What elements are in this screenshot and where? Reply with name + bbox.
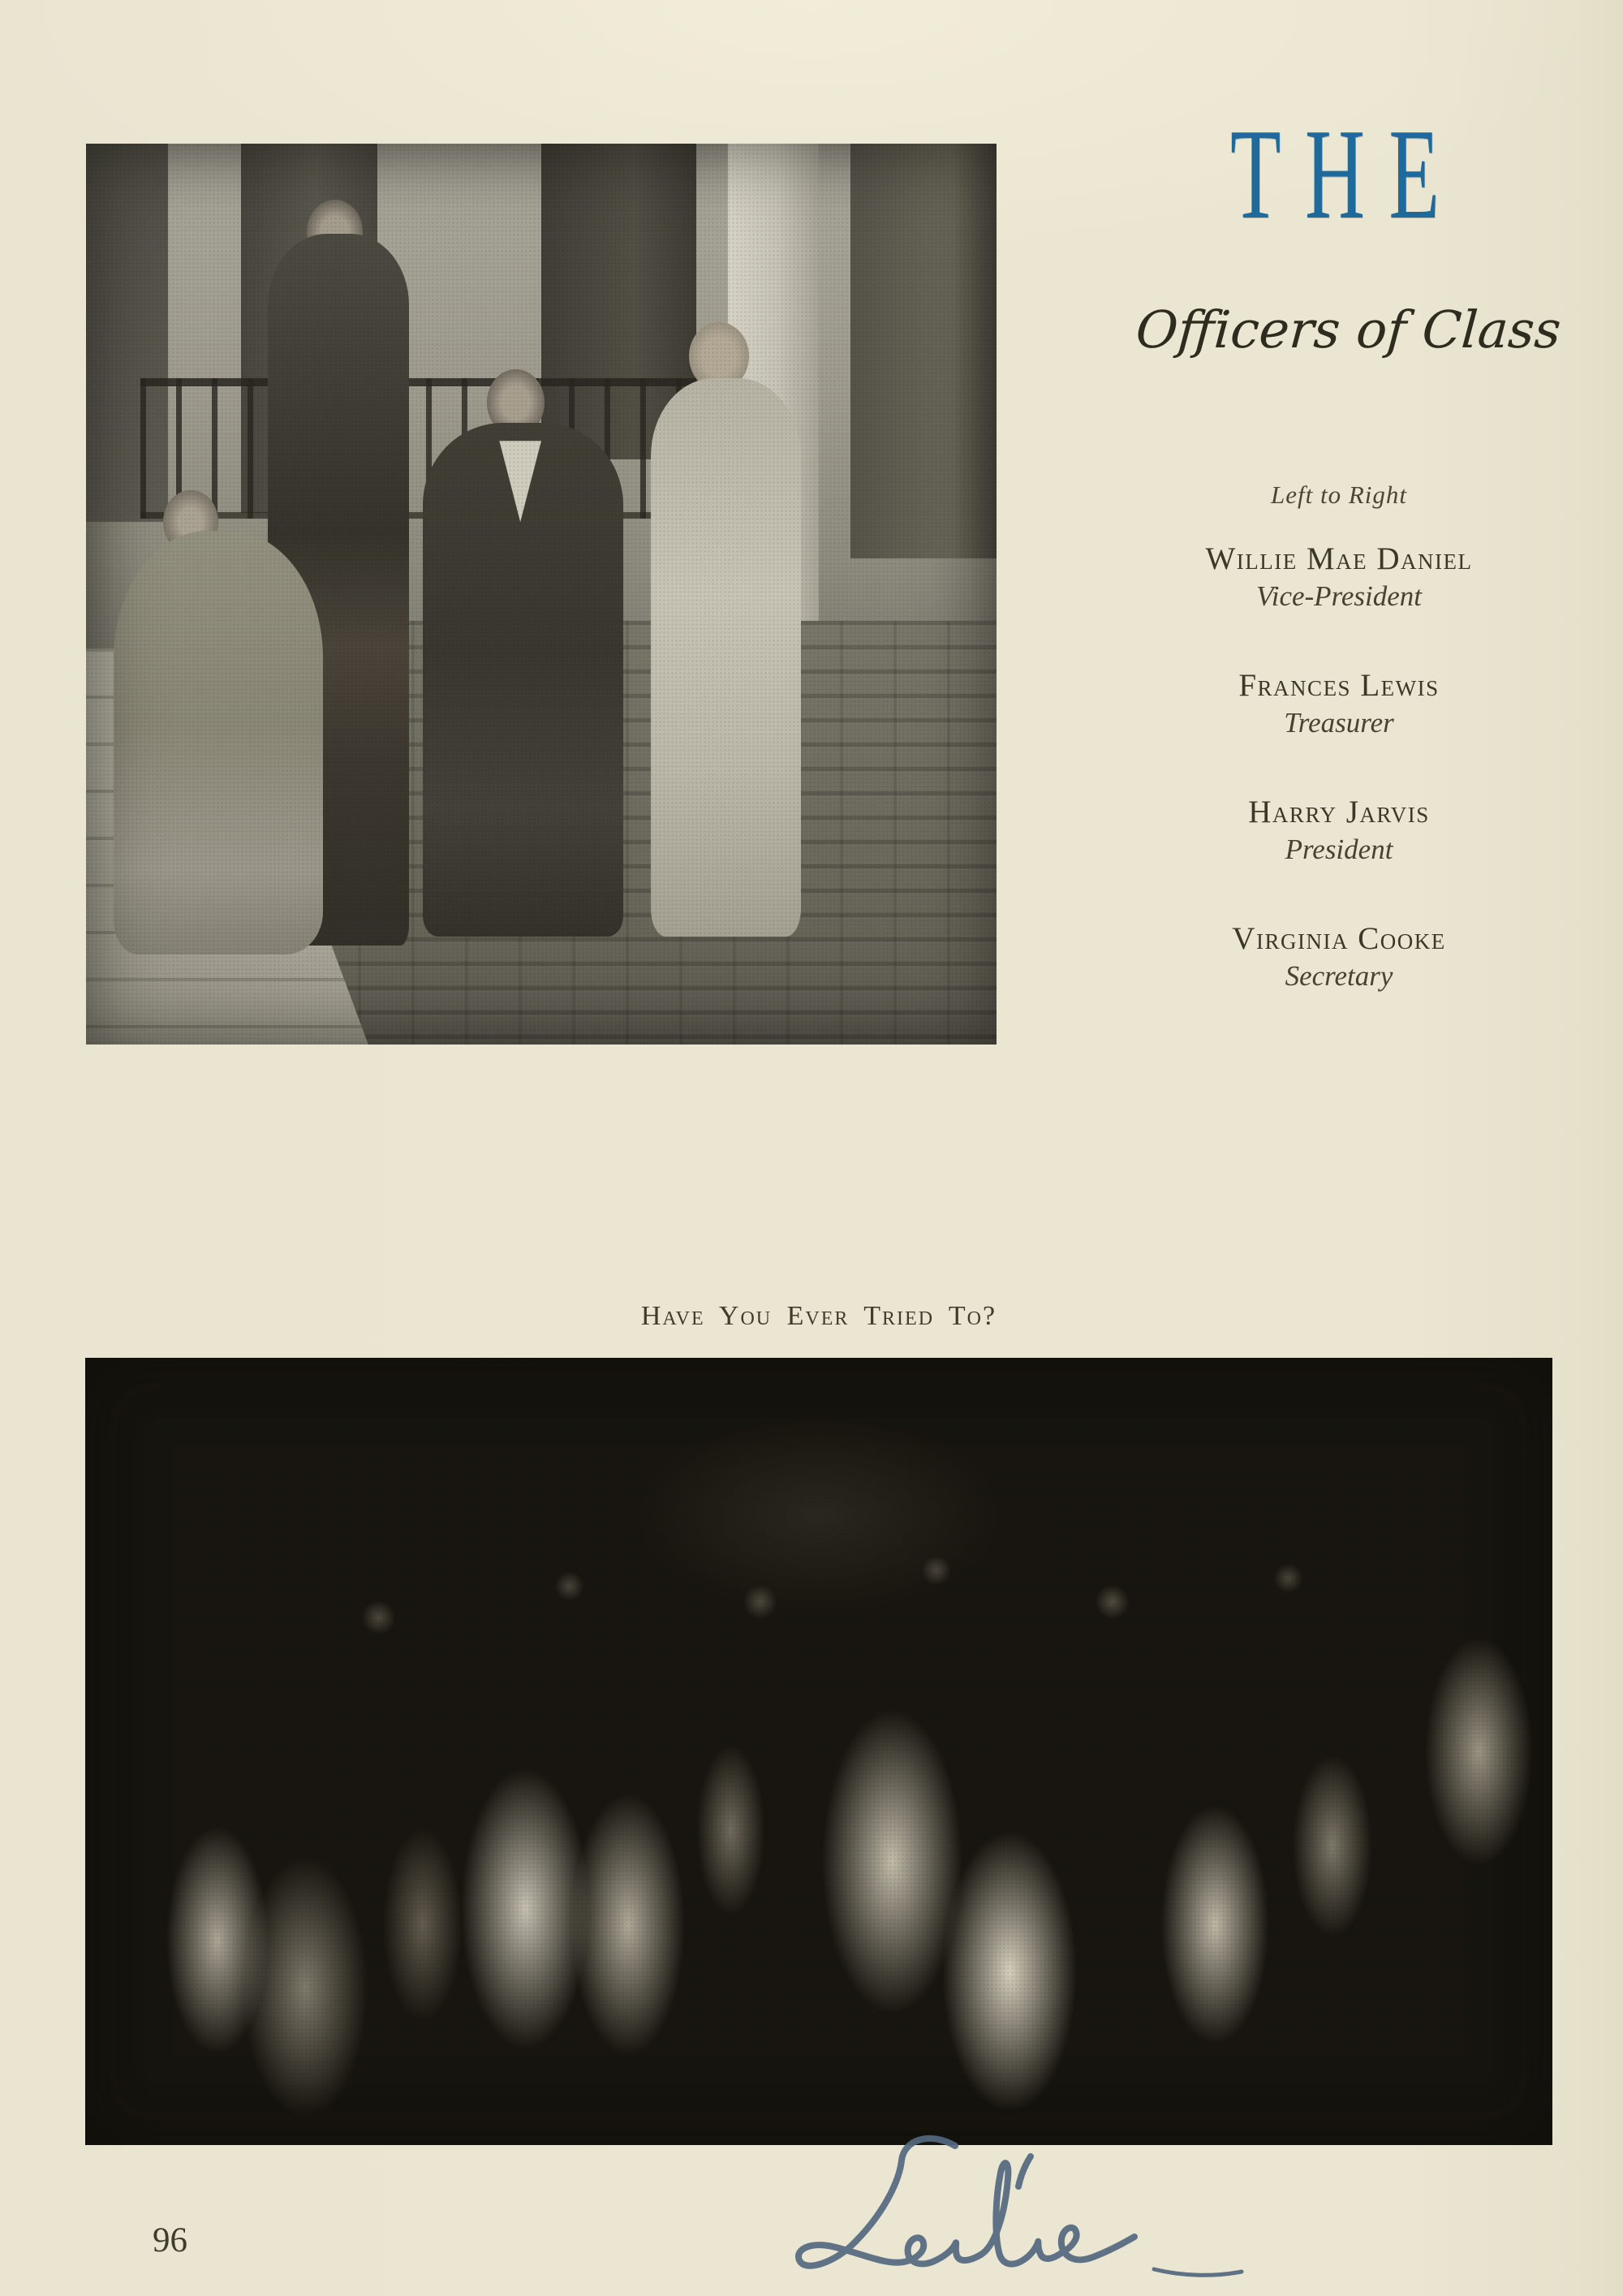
officer-entry <box>1136 667 1542 742</box>
page-title: THE <box>1230 101 1464 246</box>
officer-name: Willie Mae Daniel <box>1205 541 1473 576</box>
page-subtitle-script: Officers of Class <box>1134 300 1563 360</box>
officer-entry <box>1136 794 1542 868</box>
officer-name: Harry Jarvis <box>1248 795 1430 829</box>
photo-vignette <box>86 144 997 1045</box>
officer-role: Treasurer <box>1284 707 1394 739</box>
page-number: 96 <box>153 2221 187 2259</box>
handwritten-signature <box>755 2134 1323 2296</box>
class-officers-photo <box>86 144 997 1045</box>
officer-entry <box>1136 920 1542 995</box>
officer-role: President <box>1285 834 1393 865</box>
photo-vignette <box>85 1358 1552 2145</box>
dance-photo <box>85 1358 1552 2145</box>
officer-role: Secretary <box>1285 960 1393 992</box>
officer-entry <box>1136 541 1542 615</box>
signature-ink-stroke <box>755 2134 1323 2296</box>
officer-name: Frances Lewis <box>1238 668 1440 703</box>
officer-role: Vice-President <box>1255 580 1423 612</box>
left-to-right-note: Left to Right <box>1271 480 1407 509</box>
photo-caption: Have You Ever Tried To? <box>640 1301 997 1331</box>
officer-name: Virginia Cooke <box>1232 921 1446 956</box>
